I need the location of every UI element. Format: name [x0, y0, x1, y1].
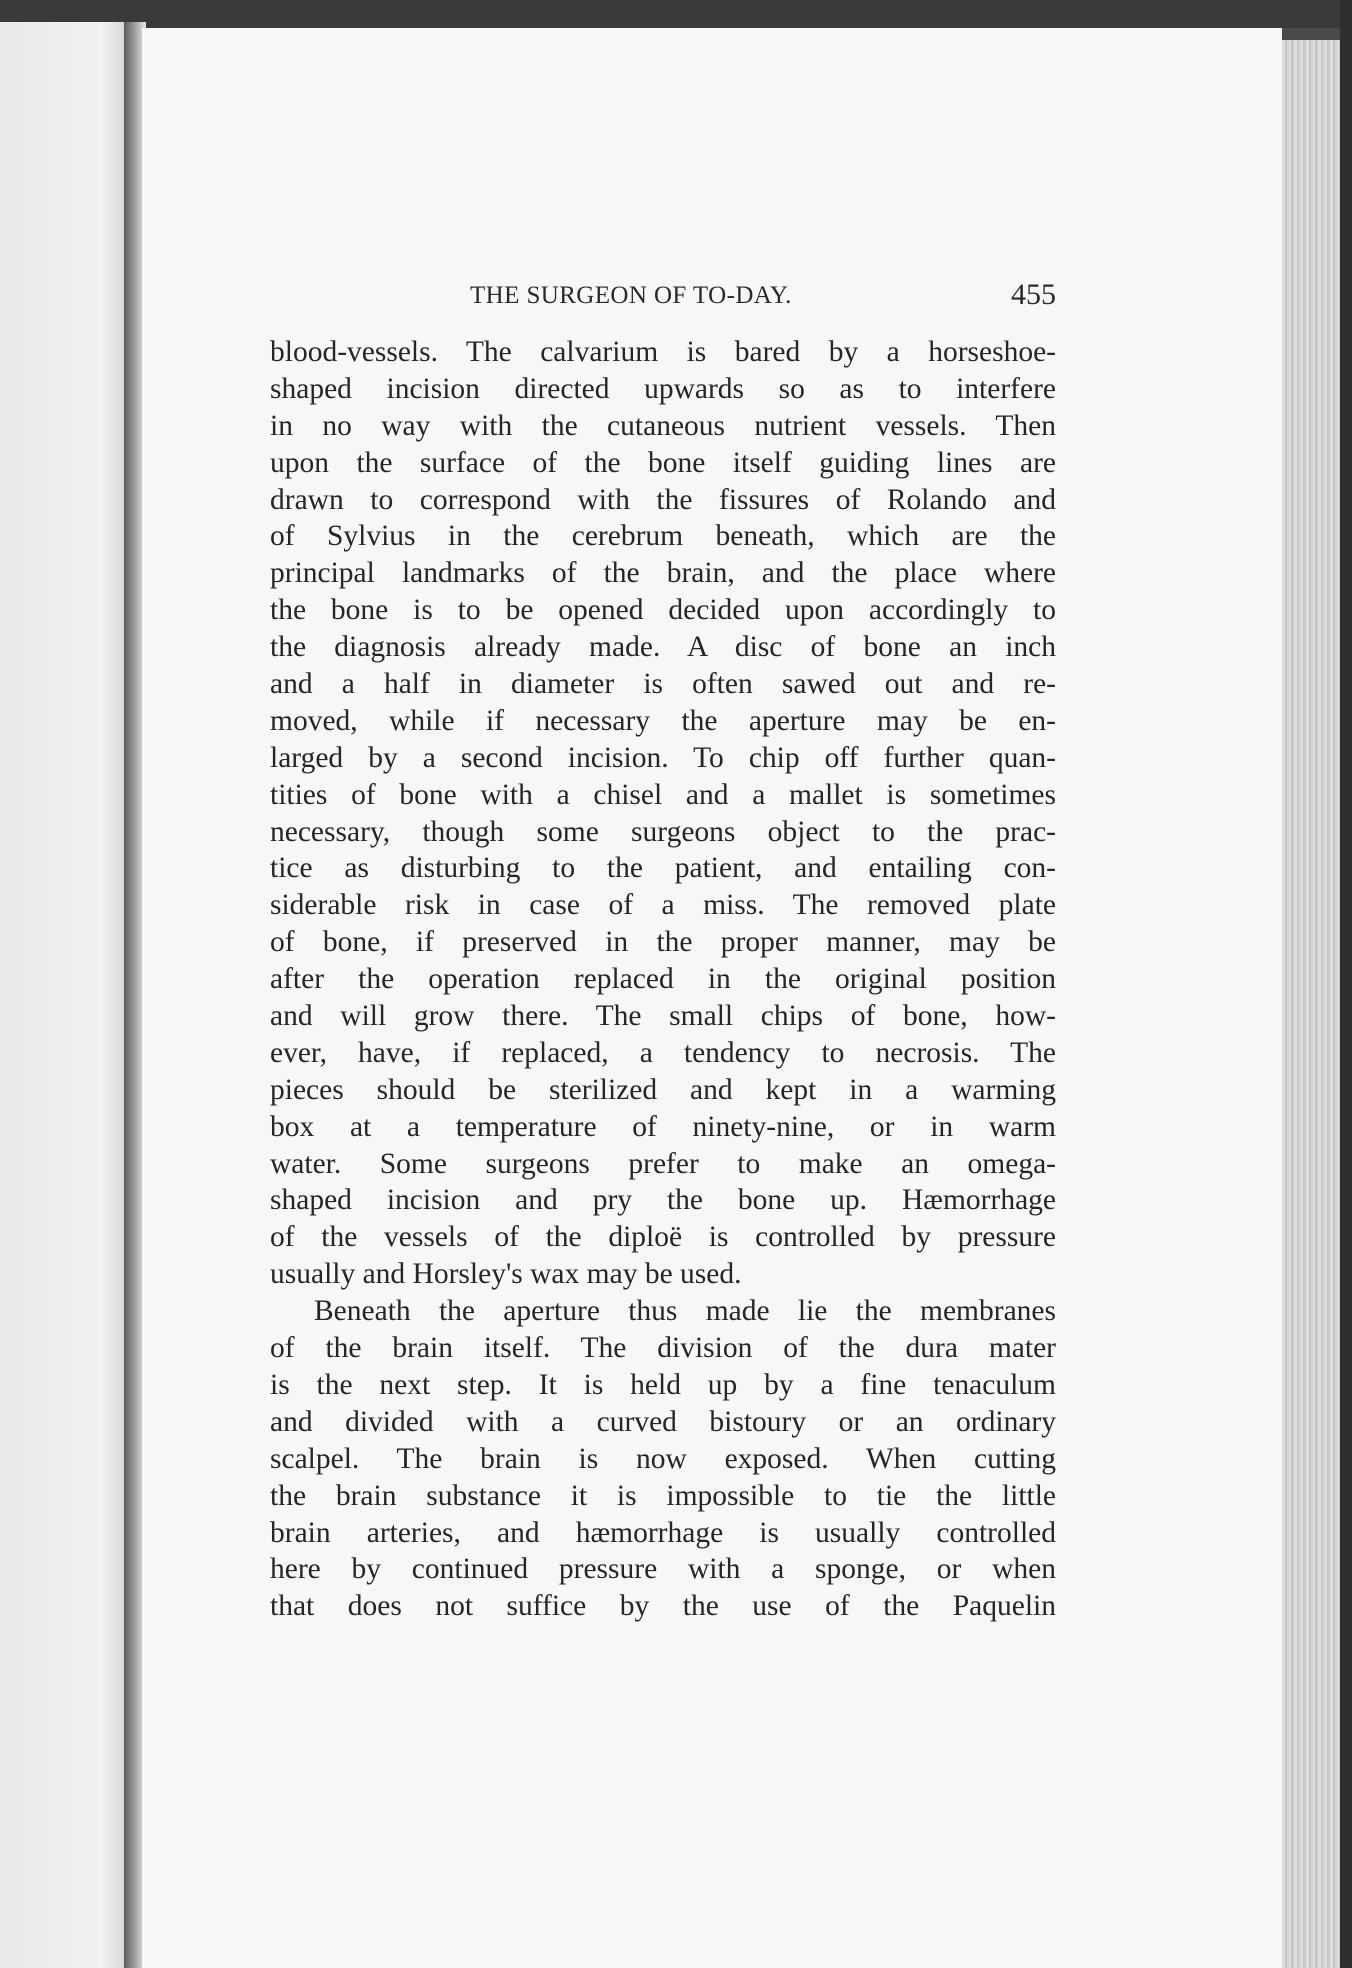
text-line: blood-vessels. The calvarium is bared by a horseshoe- [270, 336, 1056, 368]
text-line: the bone is to be opened decided upon accordingly to [270, 594, 1056, 627]
text-line: siderable risk in case of a miss. The removed plate [270, 889, 1056, 922]
text-line: in no way with the cutaneous nutrient vessels. Then [270, 409, 1056, 442]
text-line: water. Some surgeons prefer to make an omega- [270, 1147, 1056, 1180]
text-line: tities of bone with a chisel and a mallet is sometimes [270, 778, 1056, 811]
body-text [270, 334, 1056, 1625]
text-line: and a half in diameter is often sawed out and re- [270, 668, 1056, 701]
text-line: here by continued pressure with a sponge, or when [270, 1553, 1056, 1586]
text-line: moved, while if necessary the aperture may be en- [270, 704, 1056, 737]
text-line: upon the surface of the bone itself guiding lines are [270, 446, 1056, 479]
scan-background-right [1340, 0, 1352, 1968]
text-line: drawn to correspond with the fissures of Rolando and [270, 483, 1056, 516]
text-line: of the vessels of the diploë is controlled by pressure [270, 1221, 1056, 1254]
text-line: the brain substance it is impossible to tie the little [270, 1479, 1056, 1512]
left-page-edge [0, 22, 128, 1968]
text-line: scalpel. The brain is now exposed. When cutting [270, 1442, 1056, 1475]
text-line: tice as disturbing to the patient, and entailing con- [270, 852, 1056, 885]
running-title: THE SURGEON OF TO-DAY. [470, 282, 792, 309]
page-stack-edge [1282, 40, 1340, 1968]
text-line: shaped incision and pry the bone up. Hæmorrhage [270, 1184, 1056, 1217]
text-line: of Sylvius in the cerebrum beneath, which are the [270, 520, 1056, 553]
paragraph-end-line: usually and Horsley's wax may be used. [270, 1258, 742, 1291]
text-line: is the next step. It is held up by a fine tenaculum [270, 1368, 1056, 1401]
text-line: box at a temperature of ninety-nine, or in warm [270, 1110, 1056, 1143]
text-line: principal landmarks of the brain, and the place where [270, 557, 1056, 590]
text-line: after the operation replaced in the original position [270, 963, 1056, 996]
paragraph-start-line: Beneath the aperture thus made lie the membranes [314, 1295, 1056, 1328]
text-line: ever, have, if replaced, a tendency to necrosis. The [270, 1036, 1056, 1069]
text-line: of the brain itself. The division of the dura mater [270, 1332, 1056, 1365]
text-line: necessary, though some surgeons object to the prac- [270, 815, 1056, 848]
text-line: and divided with a curved bistoury or an ordinary [270, 1405, 1056, 1438]
text-line: that does not suffice by the use of the Paquelin [270, 1590, 1056, 1623]
text-line: shaped incision directed upwards so as to interfere [270, 372, 1056, 405]
scan-background-top [0, 0, 1352, 28]
running-head [270, 276, 1056, 316]
text-line: and will grow there. The small chips of bone, how- [270, 1000, 1056, 1033]
text-line: the diagnosis already made. A disc of bone an inch [270, 631, 1056, 664]
text-line: of bone, if preserved in the proper manner, may be [270, 926, 1056, 959]
page-number: 455 [1011, 278, 1056, 311]
text-line: larged by a second incision. To chip off further quan- [270, 741, 1056, 774]
text-line: brain arteries, and hæmorrhage is usually controlled [270, 1516, 1056, 1549]
text-line: pieces should be sterilized and kept in a warming [270, 1073, 1056, 1106]
